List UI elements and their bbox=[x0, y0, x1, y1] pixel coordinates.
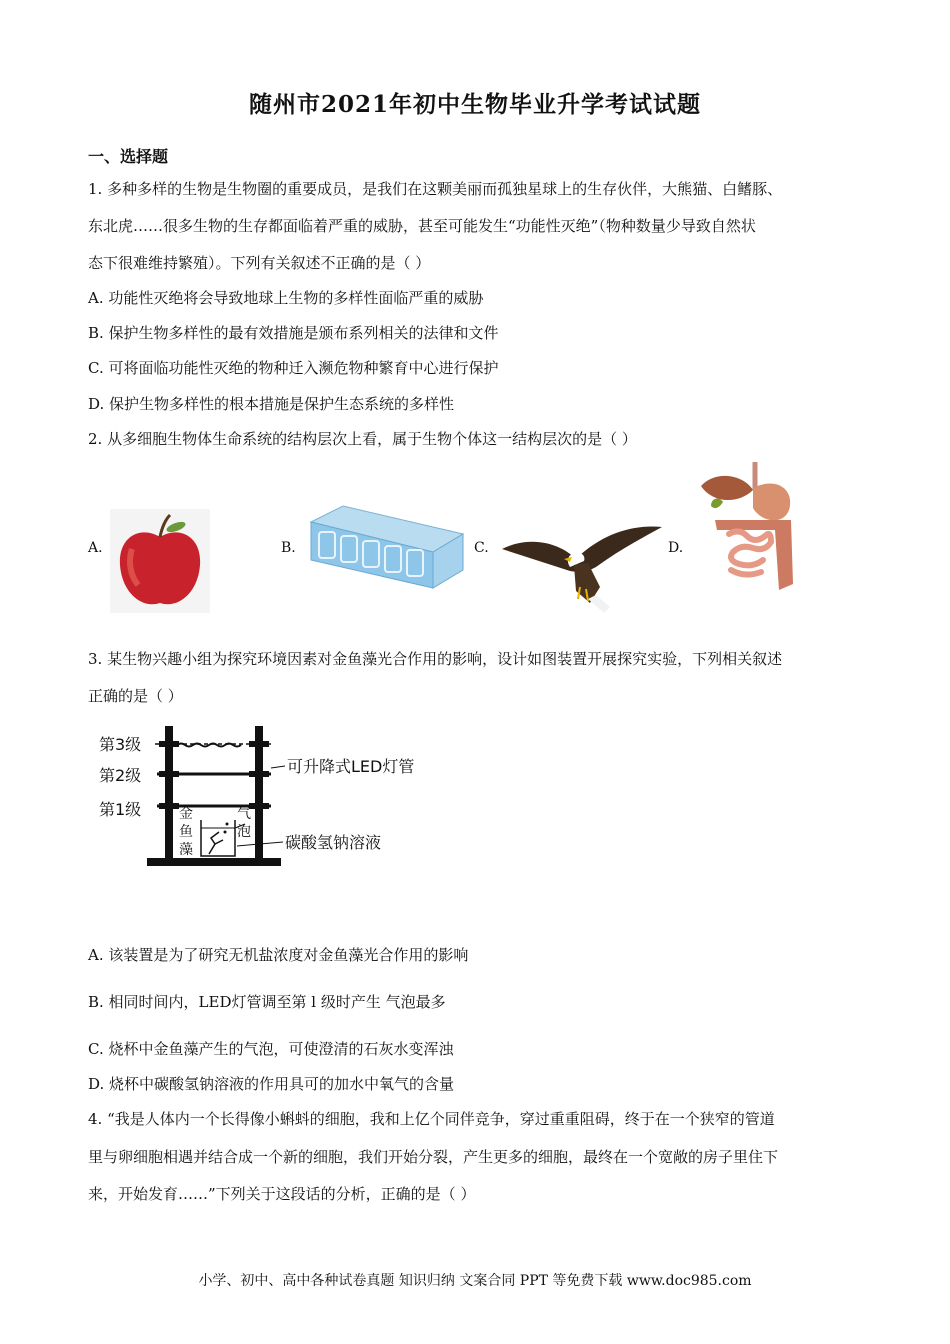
q2-option-a-label: A. bbox=[88, 540, 103, 556]
q2-option-b-label: B. bbox=[281, 540, 296, 556]
q1-stem-line-3: 态下很难维持繁殖）。下列有关叙述不正确的是（ ） bbox=[88, 254, 431, 272]
level-2-label: 第2级 bbox=[99, 766, 142, 785]
level-1-label: 第1级 bbox=[99, 800, 142, 819]
q1-option-d: D. 保护生物多样性的根本措施是保护生态系统的多样性 bbox=[88, 395, 455, 413]
q1-option-b: B. 保护生物多样性的最有效措施是颁布系列相关的法律和文件 bbox=[88, 324, 499, 342]
plant-tissue-icon bbox=[303, 504, 468, 590]
q2-stem: 2. 从多细胞生物体生命系统的结构层次上看，属于生物个体这一结构层次的是（ ） bbox=[88, 430, 637, 448]
section-heading: 一、选择题 bbox=[88, 147, 169, 166]
plant-label-3: 藻 bbox=[179, 842, 193, 858]
q1-stem-line-1: 1. 多种多样的生物是生物圈的重要成员，是我们在这颗美丽而孤独星球上的生存伙伴，大熊猫、白鳍豚、 bbox=[88, 180, 783, 198]
level-3-label: 第3级 bbox=[99, 735, 142, 754]
plant-label-1: 金 bbox=[179, 806, 193, 822]
plant-label-2: 鱼 bbox=[179, 824, 193, 840]
bubble-label-2: 泡 bbox=[237, 824, 251, 840]
apple-icon bbox=[110, 509, 210, 613]
solution-label: 碳酸氢钠溶液 bbox=[285, 833, 382, 852]
q3-stem-line-2: 正确的是（ ） bbox=[88, 687, 183, 705]
q4-stem-line-3: 来，开始发育……”下列关于这段话的分析，正确的是（ ） bbox=[88, 1185, 476, 1203]
q1-stem-line-2: 东北虎……很多生物的生存都面临着严重的威胁，甚至可能发生“功能性灭绝”（物种数量少导致自然状 bbox=[88, 217, 756, 235]
q4-stem-line-1: 4. “我是人体内一个长得像小蝌蚪的细胞，我和上亿个同伴竞争，穿过重重阻碍，终于在一个狭窄的管道 bbox=[88, 1110, 775, 1128]
q2-option-d-label: D. bbox=[668, 540, 684, 556]
q3-option-a: A. 该装置是为了研究无机盐浓度对金鱼藻光合作用的影响 bbox=[88, 946, 469, 964]
eagle-icon bbox=[500, 515, 665, 615]
q1-option-c: C. 可将面临功能性灭绝的物种迁入濒危物种繁育中心进行保护 bbox=[88, 359, 499, 377]
bubble-label-1: 气 bbox=[237, 806, 251, 822]
page-title: 随州市2021年初中生物毕业升学考试试题 bbox=[248, 91, 701, 118]
lamp-label: 可升降式LED灯管 bbox=[287, 757, 415, 776]
q3-option-b: B. 相同时间内，LED灯管调至第 l 级时产生 气泡最多 bbox=[88, 993, 446, 1011]
q3-option-c: C. 烧杯中金鱼藻产生的气泡，可使澄清的石灰水变浑浊 bbox=[88, 1040, 454, 1058]
digestive-system-icon bbox=[695, 460, 805, 592]
q1-option-a: A. 功能性灭绝将会导致地球上生物的多样性面临严重的威胁 bbox=[88, 289, 484, 307]
page-footer: 小学、初中、高中各种试卷真题 知识归纳 文案合同 PPT 等免费下载 www.doc985.com bbox=[198, 1273, 752, 1289]
q3-option-d: D. 烧杯中碳酸氢钠溶液的作用具可的加水中氧气的含量 bbox=[88, 1075, 455, 1093]
experiment-diagram bbox=[95, 720, 435, 870]
q3-stem-line-1: 3. 某生物兴趣小组为探究环境因素对金鱼藻光合作用的影响，设计如图装置开展探究实验，下列相关叙述 bbox=[88, 650, 783, 668]
q2-option-c-label: C. bbox=[474, 540, 489, 556]
q4-stem-line-2: 里与卵细胞相遇并结合成一个新的细胞，我们开始分裂，产生更多的细胞，最终在一个宽敞的房子里住下 bbox=[88, 1148, 779, 1166]
